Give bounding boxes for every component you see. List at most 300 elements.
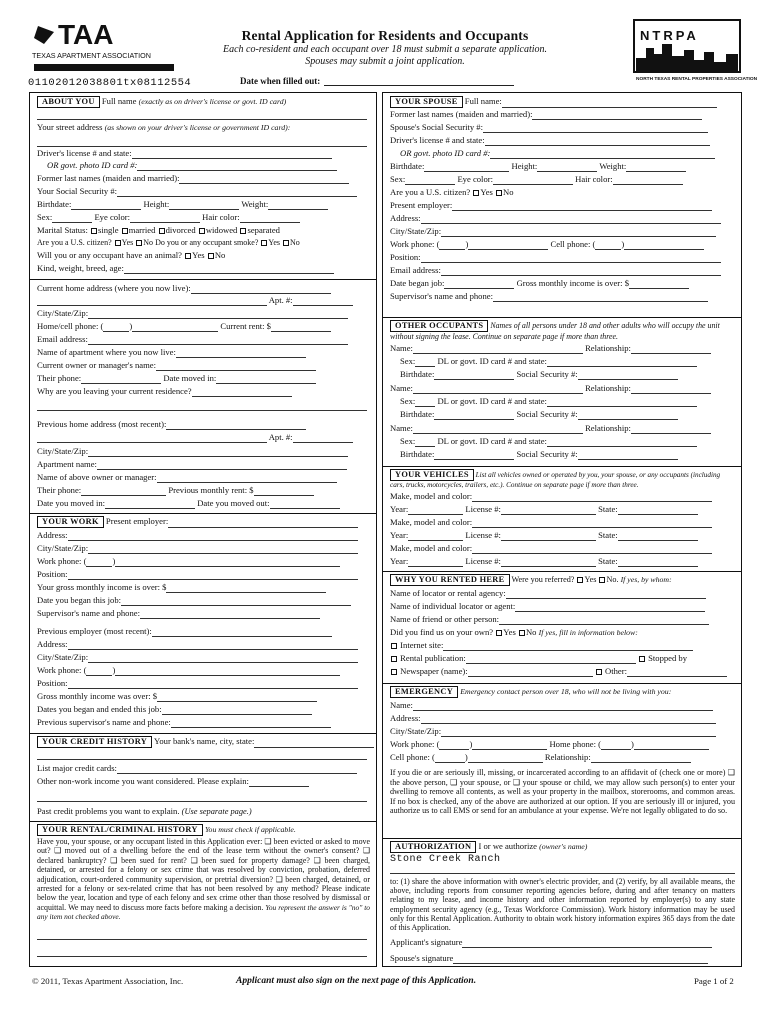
- dl-input[interactable]: [132, 149, 332, 159]
- other-label: Other:: [605, 666, 627, 676]
- spouse-cell-input[interactable]: [624, 240, 704, 250]
- animal-no-checkbox[interactable]: [208, 253, 214, 259]
- individual-label: Name of individual locator or agent:: [390, 601, 516, 611]
- spouse-employer-input[interactable]: [452, 201, 712, 211]
- em-work-label: Work phone: (: [390, 739, 440, 749]
- gross-label: Your gross monthly income is over: $: [37, 582, 167, 592]
- newspaper-input[interactable]: [468, 667, 593, 677]
- occ3-dl-label: DL or govt. ID card # and state:: [437, 436, 547, 446]
- occ1-sex-label: Sex:: [400, 356, 416, 366]
- internet-checkbox[interactable]: [391, 643, 397, 649]
- current-address-input[interactable]: [191, 284, 331, 294]
- prev-apt-input[interactable]: [293, 433, 353, 443]
- spouse-citizen-no-label: No: [503, 187, 514, 197]
- emergency-header: EMERGENCY: [390, 686, 458, 698]
- occ1-dl-input[interactable]: [547, 357, 697, 367]
- em-cell-area[interactable]: [435, 753, 465, 763]
- occ1-rel-label: Relationship:: [585, 343, 631, 353]
- why-leaving-input[interactable]: [192, 387, 292, 397]
- spouse-cell-close: ): [621, 239, 625, 249]
- occ2-sex-input[interactable]: [415, 397, 435, 407]
- sex-label: Sex:: [37, 212, 53, 222]
- occ2-dl-input[interactable]: [547, 397, 697, 407]
- current-address-input-2[interactable]: [37, 296, 267, 306]
- their-phone-label: Their phone:: [37, 373, 82, 383]
- spouse-weight-input[interactable]: [626, 162, 686, 172]
- taa-logo-text: TEXAS APARTMENT ASSOCIATION: [32, 51, 151, 60]
- spouse-email-input[interactable]: [441, 266, 721, 276]
- marital-label: Marital Status:: [37, 225, 88, 235]
- prev-supervisor-label: Previous supervisor's name and phone:: [37, 717, 171, 727]
- taa-logo: [30, 20, 178, 80]
- occupants-header: OTHER OCCUPANTS: [390, 320, 488, 332]
- home-phone-input[interactable]: [132, 322, 218, 332]
- ssn-label: Your Social Security #:: [37, 186, 118, 196]
- position-label: Position:: [37, 569, 68, 579]
- dates-input[interactable]: [162, 705, 312, 715]
- occ2-rel-input[interactable]: [631, 384, 711, 394]
- veh2-license-label: License #:: [465, 530, 501, 540]
- referred-no-label: No.: [606, 575, 619, 584]
- kind-input[interactable]: [124, 264, 334, 274]
- criminal-input-1[interactable]: [37, 930, 367, 940]
- referred-yes-label: Yes: [584, 575, 597, 584]
- bank-input[interactable]: [254, 738, 374, 748]
- em-home-area[interactable]: [601, 740, 631, 750]
- past-credit-note: (Use separate page.): [181, 807, 252, 816]
- spouse-work-phone-close: ): [465, 239, 469, 249]
- locator-label: Name of locator or rental agency:: [390, 588, 506, 598]
- occ1-rel-input[interactable]: [631, 344, 711, 354]
- spouse-citizen-yes[interactable]: [473, 190, 479, 196]
- spouse-gross-input[interactable]: [629, 279, 689, 289]
- date-out-input[interactable]: [270, 499, 340, 509]
- why-leaving-input-2[interactable]: [37, 401, 367, 411]
- internet-label: Internet site:: [400, 640, 444, 650]
- footer-page: Page 1 of 2: [694, 976, 734, 986]
- em-cell-close: ): [464, 752, 468, 762]
- locator-input[interactable]: [506, 589, 706, 599]
- occupants-note: Names of all persons under 18 and other adults who will occupy the unit without signing the lease. Continue on separate page if more than three.: [390, 321, 720, 341]
- bank-input-2[interactable]: [37, 750, 367, 760]
- moved-in-label: Date moved in:: [163, 373, 217, 383]
- cards-label: List major credit cards:: [37, 763, 117, 773]
- hair-input[interactable]: [240, 213, 300, 223]
- date-filled-input[interactable]: [324, 77, 514, 86]
- spouse-birth-input[interactable]: [424, 162, 509, 172]
- prev-city-input[interactable]: [88, 447, 348, 457]
- em-cell-input[interactable]: [468, 753, 543, 763]
- smoke-yes-checkbox[interactable]: [261, 240, 267, 246]
- why-header: WHY YOU RENTED HERE: [390, 574, 510, 586]
- prev-supervisor-input[interactable]: [171, 718, 331, 728]
- height-input[interactable]: [169, 200, 239, 210]
- spouse-photo-label: OR govt. photo ID card #:: [400, 148, 491, 158]
- prev-work-phone-label: Work phone: (: [37, 665, 87, 675]
- em-name-input[interactable]: [413, 701, 713, 711]
- spouse-work-phone-input[interactable]: [468, 240, 548, 250]
- apt-name-label: Name of apartment where you now live:: [37, 347, 176, 357]
- spouse-cell-area[interactable]: [595, 240, 621, 250]
- spouse-address-label: Address:: [390, 213, 421, 223]
- publication-label: Rental publication:: [400, 653, 466, 663]
- friend-input[interactable]: [499, 615, 709, 625]
- occ3-name-input[interactable]: [413, 424, 583, 434]
- spouse-sex-label: Sex:: [390, 174, 406, 184]
- supervisor-input[interactable]: [140, 609, 320, 619]
- position-input[interactable]: [68, 570, 358, 580]
- spouse-height-input[interactable]: [537, 162, 597, 172]
- spouse-position-label: Position:: [390, 252, 421, 262]
- photo-id-input[interactable]: [137, 161, 337, 171]
- spouse-citizen-no[interactable]: [496, 190, 502, 196]
- occ1-sex-input[interactable]: [415, 357, 435, 367]
- ntrpa-logo: [632, 18, 758, 88]
- full-name-note: (exactly as on driver's license or govt. ID card): [138, 97, 287, 106]
- work-phone-input[interactable]: [115, 557, 340, 567]
- animal-label: Will you or any occupant have an animal?: [37, 250, 182, 260]
- rent-label: Current rent: $: [220, 321, 271, 331]
- widowed-label: widowed: [205, 225, 238, 235]
- occ2-birth-input[interactable]: [434, 410, 514, 420]
- criminal-section: [30, 821, 376, 822]
- em-work-area[interactable]: [439, 740, 469, 750]
- veh2-make-input[interactable]: [472, 518, 712, 528]
- other-income-input[interactable]: [249, 777, 309, 787]
- prev-position-label: Position:: [37, 678, 68, 688]
- spouse-former-input[interactable]: [532, 110, 702, 120]
- smoke-label: Do you or any occupant smoke?: [155, 238, 259, 247]
- prev-work-phone-area[interactable]: [86, 666, 112, 676]
- spouse-supervisor-label: Supervisor's name and phone:: [390, 291, 493, 301]
- own-label: Did you find us on your own?: [390, 627, 494, 637]
- hair-label: Hair color:: [202, 212, 240, 222]
- em-city-input[interactable]: [441, 727, 716, 737]
- occ2-ssn-input[interactable]: [578, 410, 678, 420]
- owner-label: Current owner or manager's name:: [37, 360, 156, 370]
- animal-yes-checkbox[interactable]: [185, 253, 191, 259]
- email-input[interactable]: [88, 335, 348, 345]
- prev-work-city-label: City/State/Zip:: [37, 652, 89, 662]
- veh1-license-input[interactable]: [501, 505, 596, 515]
- spouse-photo-input[interactable]: [490, 149, 715, 159]
- prev-apt-name-input[interactable]: [97, 460, 347, 470]
- kind-label: Kind, weight, breed, age:: [37, 263, 124, 273]
- em-work-input[interactable]: [472, 740, 547, 750]
- occ1-name-input[interactable]: [413, 344, 583, 354]
- why-leaving-label: Why are you leaving your current residence?: [37, 386, 192, 396]
- eye-label: Eye color:: [94, 212, 130, 222]
- employer-label: Present employer:: [105, 516, 169, 526]
- smoke-no-label: No: [290, 238, 300, 247]
- own-no-label: No: [525, 627, 537, 637]
- taa-logo-letters: TAA: [58, 19, 114, 50]
- owner-name-value[interactable]: Stone Creek Ranch: [390, 854, 501, 865]
- veh1-year-input[interactable]: [408, 505, 463, 515]
- spouse-address-input[interactable]: [421, 214, 721, 224]
- vehicles-note: List all vehicles owned or operated by you, your spouse, or any occupants (including cars, trucks, motorcycles, trailers, etc.). Continue on separate page if more than three.: [390, 471, 721, 489]
- prev-address-input[interactable]: [166, 420, 306, 430]
- prev-work-phone-input[interactable]: [115, 666, 340, 676]
- separated-checkbox[interactable]: [240, 228, 246, 234]
- single-checkbox[interactable]: [91, 228, 97, 234]
- married-label: married: [128, 225, 156, 235]
- veh3-year-label: Year:: [390, 556, 409, 566]
- prev-gross-input[interactable]: [157, 692, 317, 702]
- other-income-input-2[interactable]: [37, 792, 367, 802]
- publication-checkbox[interactable]: [391, 656, 397, 662]
- veh3-state-label: State:: [598, 556, 618, 566]
- spouse-employer-label: Present employer:: [390, 200, 453, 210]
- credit-section: [30, 733, 376, 734]
- weight-input[interactable]: [268, 200, 328, 210]
- spouse-supervisor-input[interactable]: [493, 292, 708, 302]
- smoke-yes-label: Yes: [268, 238, 281, 247]
- apt-name-input[interactable]: [176, 348, 306, 358]
- ntrpa-logo-letters: NTRPA: [640, 28, 699, 43]
- prev-rent-input[interactable]: [254, 486, 314, 496]
- prev-employer-input[interactable]: [152, 627, 332, 637]
- internet-input[interactable]: [443, 641, 693, 651]
- own-yes-label: Yes: [503, 627, 516, 637]
- spouse-citizen-label: Are you a U.S. citizen?: [390, 187, 471, 197]
- prev-employer-label: Previous employer (most recent):: [37, 626, 152, 636]
- spouse-city-input[interactable]: [441, 227, 716, 237]
- prev-work-address-input[interactable]: [68, 640, 358, 650]
- owner-input[interactable]: [156, 361, 316, 371]
- supervisor-label: Supervisor's name and phone:: [37, 608, 140, 618]
- former-names-input[interactable]: [179, 174, 349, 184]
- prev-owner-input[interactable]: [157, 473, 337, 483]
- single-label: single: [98, 225, 119, 235]
- their-phone-input[interactable]: [81, 374, 161, 384]
- occ2-birth-label: Birthdate:: [400, 409, 435, 419]
- veh2-state-label: State:: [598, 530, 618, 540]
- home-phone-area[interactable]: [103, 322, 129, 332]
- criminal-text-body: Have you, your spouse, or any occupant listed in this Application ever: ❑ been evicted or asked to move out? ❑ moved out of a dwelling before the end of the lease term without the owner's consent? ❑ declared bankruptcy? ❑ been sued for rent? ❑ been sued for property damage? ❑ been charged, detained, or arrested for a felony or sex crime that was resolved by conviction, probation, deferred adjudication, court-ordered community supervision, or pretrial diversion? ❑ been charged, detained, or arrested for a felony or sex-related crime that has not been resolved by any method? Please indicate below the year, location and type of each felony and sex crime other than those resolved by dismissal or acquittal. We may need to discuss more facts before making a decision.: [37, 837, 370, 912]
- occ3-sex-label: Sex:: [400, 436, 416, 446]
- photo-id-label: OR govt. photo ID card #:: [47, 160, 138, 170]
- vehicles-section: [383, 466, 741, 467]
- own-no-checkbox[interactable]: [519, 630, 525, 636]
- date-filled: [240, 76, 514, 86]
- spouse-eye-label: Eye color:: [457, 174, 493, 184]
- spouse-gross-label: Gross monthly income is over: $: [516, 278, 630, 288]
- spouse-hair-input[interactable]: [613, 175, 683, 185]
- current-address-label: Current home address (where you now live):: [37, 283, 191, 293]
- spouse-dl-label: Driver's license # and state:: [390, 135, 485, 145]
- spouse-began-input[interactable]: [444, 279, 514, 289]
- em-cell-label: Cell phone: (: [390, 752, 435, 762]
- veh3-state-input[interactable]: [618, 557, 698, 567]
- bank-label: Your bank's name, city, state:: [154, 736, 255, 746]
- emergency-text: If you die or are seriously ill, missing, or incarcerated according to an affidavit of (check one or more) ❑ the above person, ❑ your spouse, or ❑ your spouse or child, we may allow such person(s) to enter your dwelling to remove all contents, as well as your property in the mailbox, storerooms, and common areas. If no box is checked, any of the above are authorized at our option. If you are seriously ill or injured, you authorize us to call EMS or send for an ambulance at your expense. We're not legally obligated to do so.: [390, 768, 735, 816]
- em-address-input[interactable]: [421, 714, 716, 724]
- citizen-no-checkbox[interactable]: [136, 240, 142, 246]
- auth-header: AUTHORIZATION: [390, 841, 476, 853]
- dates-label: Dates you began and ended this job:: [37, 704, 162, 714]
- veh3-year-input[interactable]: [408, 557, 463, 567]
- city-label: City/State/Zip:: [37, 308, 89, 318]
- em-rel-input[interactable]: [591, 753, 691, 763]
- spouse-name-input[interactable]: [502, 98, 717, 108]
- spouse-citizen-yes-label: Yes: [480, 187, 493, 197]
- spouse-work-phone-label: Work phone: (: [390, 239, 440, 249]
- employer-input[interactable]: [168, 518, 358, 528]
- newspaper-checkbox[interactable]: [391, 669, 397, 675]
- spouse-began-label: Date began job:: [390, 278, 445, 288]
- referred-if-yes: If yes, by whom:: [620, 575, 672, 584]
- occ1-dl-label: DL or govt. ID card # and state:: [437, 356, 547, 366]
- prev-work-city-input[interactable]: [88, 653, 358, 663]
- veh2-year-input[interactable]: [408, 531, 463, 541]
- authorize-label: I or we authorize: [478, 841, 537, 851]
- ntrpa-logo-text: NORTH TEXAS RENTAL PROPERTIES ASSOCIATION: [636, 77, 758, 82]
- eye-input[interactable]: [130, 213, 200, 223]
- stopped-checkbox[interactable]: [639, 656, 645, 662]
- applicant-sig-label: Applicant's signature: [390, 937, 463, 947]
- credit-header: YOUR CREDIT HISTORY: [37, 736, 152, 748]
- occ2-ssn-label: Social Security #:: [516, 409, 578, 419]
- em-work-close: ): [469, 739, 473, 749]
- widowed-checkbox[interactable]: [199, 228, 205, 234]
- home-section: [30, 279, 376, 280]
- own-yes-checkbox[interactable]: [496, 630, 502, 636]
- work-city-label: City/State/Zip:: [37, 543, 89, 553]
- street-input[interactable]: [37, 137, 367, 147]
- work-phone-area[interactable]: [86, 557, 112, 567]
- footer-note: Applicant must also sign on the next page of this Application.: [236, 976, 477, 986]
- gross-input[interactable]: [166, 583, 326, 593]
- began-input[interactable]: [121, 596, 351, 606]
- occ1-birth-input[interactable]: [434, 370, 514, 380]
- occ1-birth-label: Birthdate:: [400, 369, 435, 379]
- occ2-rel-label: Relationship:: [585, 383, 631, 393]
- friend-label: Name of friend or other person:: [390, 614, 500, 624]
- spouse-header: YOUR SPOUSE: [390, 96, 463, 108]
- criminal-input-2[interactable]: [37, 947, 367, 957]
- occ3-sex-input[interactable]: [415, 437, 435, 447]
- cards-input[interactable]: [117, 764, 357, 774]
- date-filled-label: Date when filled out:: [240, 76, 321, 86]
- occ2-name-input[interactable]: [413, 384, 583, 394]
- prev-phone-input[interactable]: [81, 486, 166, 496]
- spouse-eye-input[interactable]: [493, 175, 573, 185]
- occ3-rel-label: Relationship:: [585, 423, 631, 433]
- full-name-label: Full name: [101, 96, 137, 106]
- occ3-birth-input[interactable]: [434, 450, 514, 460]
- auth-section: [383, 838, 741, 839]
- citizen-yes-checkbox[interactable]: [115, 240, 121, 246]
- occ3-dl-input[interactable]: [547, 437, 697, 447]
- prev-position-input[interactable]: [68, 679, 358, 689]
- apt-input[interactable]: [293, 296, 353, 306]
- vehicles-header: YOUR VEHICLES: [390, 469, 474, 481]
- referred-no-checkbox[interactable]: [599, 577, 605, 583]
- past-credit-label: Past credit problems you want to explain.: [37, 806, 180, 816]
- ssn-input[interactable]: [117, 187, 357, 197]
- subtitle-line-1: Each co-resident and each occupant over 18 must submit a separate application.: [222, 44, 547, 55]
- spouse-dl-input[interactable]: [485, 136, 710, 146]
- date-in-input[interactable]: [105, 499, 195, 509]
- moved-in-input[interactable]: [216, 374, 316, 384]
- stopped-label: Stopped by: [648, 653, 688, 663]
- veh1-state-input[interactable]: [618, 505, 698, 515]
- full-name-input[interactable]: [37, 110, 367, 120]
- em-city-label: City/State/Zip:: [390, 726, 442, 736]
- veh3-make-input[interactable]: [472, 544, 712, 554]
- work-city-input[interactable]: [88, 544, 358, 554]
- divorced-checkbox[interactable]: [159, 228, 165, 234]
- rent-input[interactable]: [271, 322, 331, 332]
- work-section: [30, 513, 376, 514]
- occ3-rel-input[interactable]: [631, 424, 711, 434]
- occ3-birth-label: Birthdate:: [400, 449, 435, 459]
- individual-input[interactable]: [515, 602, 705, 612]
- veh3-license-input[interactable]: [501, 557, 596, 567]
- married-checkbox[interactable]: [122, 228, 128, 234]
- owner-name-line: [390, 873, 735, 874]
- home-phone-close: ): [129, 321, 133, 331]
- page-title: Rental Application for Residents and Occupants: [241, 28, 529, 43]
- prev-address-input-2[interactable]: [37, 433, 267, 443]
- spouse-work-phone-area[interactable]: [439, 240, 465, 250]
- occ1-ssn-input[interactable]: [578, 370, 678, 380]
- veh1-year-label: Year:: [390, 504, 409, 514]
- veh2-state-input[interactable]: [618, 531, 698, 541]
- page-subtitle: [170, 44, 600, 68]
- about-header: ABOUT YOU: [37, 96, 100, 108]
- apt-label: Apt. #:: [268, 295, 293, 305]
- criminal-text: [37, 837, 370, 922]
- spouse-ssn-input[interactable]: [483, 123, 708, 133]
- spouse-sig-input[interactable]: [453, 954, 708, 964]
- occupants-section: [383, 317, 741, 318]
- citizen-yes-label: Yes: [121, 238, 134, 247]
- other-checkbox[interactable]: [596, 669, 602, 675]
- height-label: Height:: [143, 199, 170, 209]
- sex-input[interactable]: [52, 213, 92, 223]
- divorced-label: divorced: [165, 225, 196, 235]
- prev-phone-label: Their phone:: [37, 485, 82, 495]
- spouse-position-input[interactable]: [421, 253, 721, 263]
- em-home-input[interactable]: [634, 740, 709, 750]
- referred-yes-checkbox[interactable]: [577, 577, 583, 583]
- separated-label: separated: [247, 225, 280, 235]
- spouse-email-label: Email address:: [390, 265, 441, 275]
- birth-input[interactable]: [71, 200, 141, 210]
- newspaper-label: Newspaper (name):: [400, 666, 468, 676]
- criminal-header: YOUR RENTAL/CRIMINAL HISTORY: [37, 824, 203, 836]
- veh2-license-input[interactable]: [501, 531, 596, 541]
- veh2-make-label: Make, model and color:: [390, 517, 473, 527]
- date-in-label: Date you moved in:: [37, 498, 106, 508]
- veh1-make-input[interactable]: [472, 492, 712, 502]
- city-input[interactable]: [88, 309, 348, 319]
- smoke-no-checkbox[interactable]: [283, 240, 289, 246]
- occ3-ssn-input[interactable]: [578, 450, 678, 460]
- prev-rent-label: Previous monthly rent: $: [168, 485, 254, 495]
- citizen-no-label: No: [143, 238, 154, 247]
- veh3-license-label: License #:: [465, 556, 501, 566]
- footer-copyright: © 2011, Texas Apartment Association, Inc.: [32, 976, 184, 986]
- spouse-sex-input[interactable]: [405, 175, 455, 185]
- auth-text: to: (1) share the above information with owner's electric provider, and (2) verify, by all available means, the above, including reports from consumer reporting agencies before, during and after tenancy on matters relating to my lease, and income history and other information reported by employer(s) to any state employment security agency (e.g., Texas Workforce Commission). Work history information may be used only for this Rental Application. Authority to obtain work history information expires 365 days from the date of this Application.: [390, 877, 735, 933]
- work-address-input[interactable]: [68, 531, 358, 541]
- publication-input[interactable]: [466, 654, 636, 664]
- applicant-sig-input[interactable]: [462, 938, 712, 948]
- other-input[interactable]: [627, 667, 727, 677]
